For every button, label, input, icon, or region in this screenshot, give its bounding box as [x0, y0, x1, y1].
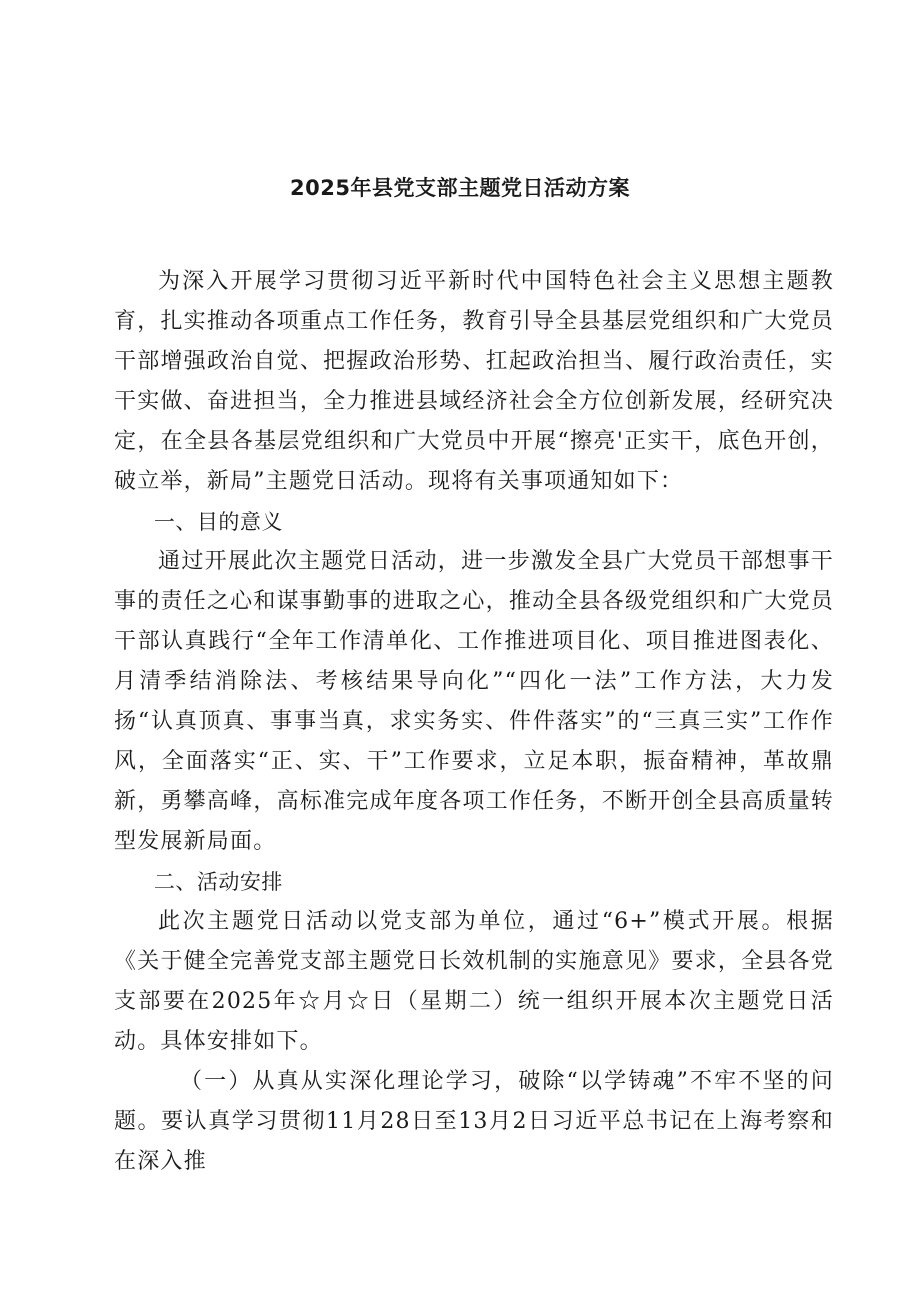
section-heading-purpose: 一、目的意义 — [153, 510, 283, 534]
arrangement-subitem-1: （一）从真从实深化理论学习，破除“以学铸魂”不牢不坚的问题。要认真学习贯彻11月28日至13月2日习近平总书记在上海考察和在深入推 — [114, 1069, 834, 1174]
section-heading-arrangement: 二、活动安排 — [153, 870, 283, 894]
intro-paragraph: 为深入开展学习贯彻习近平新时代中国特色社会主义思想主题教育，扎实推动各项重点工作任务，教育引导全县基层党组织和广大党员干部增强政治自觉、把握政治形势、扛起政治担当、履行政治责任，实干实做、奋进担当，全力推进县域经济社会全方位创新发展，经研究决定，在全县各基层党组织和广大党员中开展“擦亮'正实干，底色开创，破立举，新局”主题党日活动。现将有关事项通知如下： — [114, 269, 834, 494]
document-body — [114, 262, 834, 1182]
purpose-paragraph: 通过开展此次主题党日活动，进一步激发全县广大党员干部想事干事的责任之心和谋事勤事的进取之心，推动全县各级党组织和广大党员干部认真践行“全年工作清单化、工作推进项目化、项目推进图表化、月清季结消除法、考核结果导向化”“四化一法”工作方法，大力发扬“认真顶真、事事当真，求实务实、件件落实”的“三真三实”工作作风，全面落实“正、实、干”工作要求，立足本职，振奋精神，革故鼎新，勇攀高峰，高标准完成年度各项工作任务，不断开创全县高质量转型发展新局面。 — [114, 549, 834, 854]
document-title: 2025年县党支部主题党日活动方案 — [290, 176, 630, 200]
arrangement-paragraph: 此次主题党日活动以党支部为单位，通过“6+”模式开展。根据《关于健全完善党支部主题党日长效机制的实施意见》要求，全县各党支部要在2025年☆月☆日（星期二）统一组织开展本次主题党日活动。具体安排如下。 — [114, 909, 834, 1054]
